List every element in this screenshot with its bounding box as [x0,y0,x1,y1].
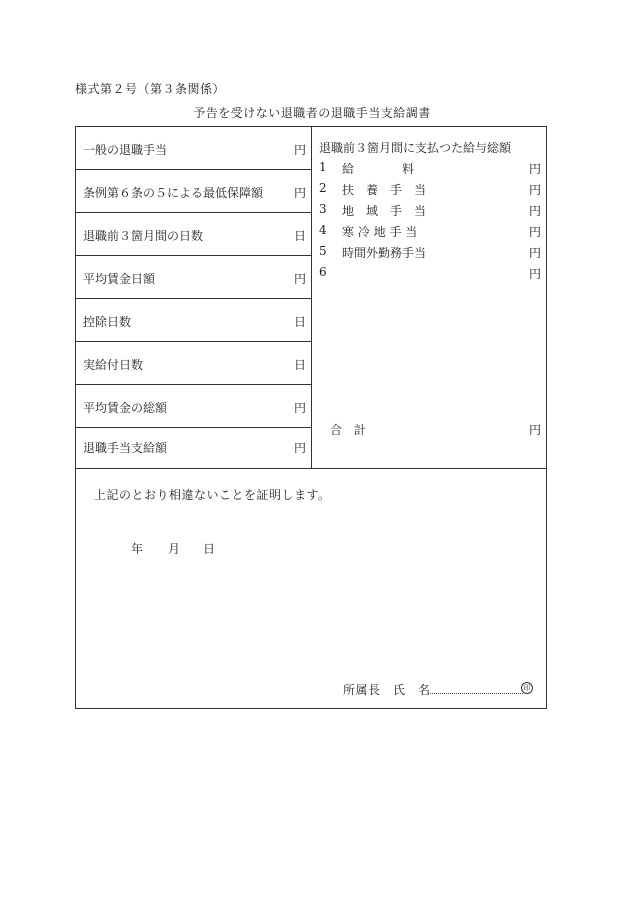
item-unit: 円 [528,204,541,218]
item-label: 寒 冷 地 手 当 [342,225,418,239]
table-row-average-wage-total [76,385,312,428]
item-number: 2 [319,181,327,195]
row-label: 退職手当支給額 [83,441,168,455]
date-day-label: 日 [203,542,216,556]
item-unit: 円 [528,162,541,176]
row-label: 実給付日数 [83,358,144,372]
item-unit: 円 [528,267,541,281]
form-number: 様式第２号（第３条関係） [75,82,226,96]
total-unit: 円 [528,423,541,437]
row-label: 一般の退職手当 [83,143,168,157]
row-unit: 日 [293,229,306,243]
salary-total-heading: 退職前３箇月間に支払つた給与総額 [319,141,512,155]
row-unit: 円 [293,441,306,455]
right-column-salary-breakdown [312,127,548,468]
row-unit: 日 [293,315,306,329]
item-unit: 円 [528,225,541,239]
row-label: 退職前３箇月間の日数 [83,229,204,243]
table-row-general-allowance [76,127,312,170]
item-number: 6 [319,265,327,279]
table-row-deduction-days [76,299,312,342]
date-month-label: 月 [168,542,181,556]
total-label: 合 計 [330,423,367,437]
row-label: 平均賃金の総額 [83,401,168,415]
row-unit: 円 [293,272,306,286]
signature-line [343,681,533,699]
item-unit: 円 [528,246,541,260]
list-item-salary [319,160,541,176]
item-number: 1 [319,160,327,174]
section-divider [76,468,546,469]
list-item-other [319,265,541,281]
seal-icon: 印 [521,682,533,694]
row-label: 控除日数 [83,315,132,329]
item-label: 地 域 手 当 [342,204,427,218]
date-year-label: 年 [131,542,144,556]
row-unit: 円 [293,143,306,157]
item-unit: 円 [528,183,541,197]
signature-label: 所属長 氏 名 [343,683,431,697]
table-row-average-daily-wage [76,256,312,299]
signature-field[interactable] [428,693,523,694]
left-column [76,127,312,468]
list-item-overtime-allowance [319,244,541,260]
item-label: 給 料 [342,162,415,176]
document-title: 予告を受けない退職者の退職手当支給調書 [193,106,431,120]
row-unit: 日 [293,358,306,372]
certification-statement: 上記のとおり相違ないことを証明します。 [94,488,331,502]
row-label: 条例第６条の５による最低保障額 [83,186,264,200]
list-item-regional-allowance [319,202,541,218]
list-item-dependent-allowance [319,181,541,197]
table-row-actual-benefit-days [76,342,312,385]
row-unit: 円 [293,186,306,200]
item-number: 5 [319,244,327,258]
table-row-minimum-guarantee [76,170,312,213]
item-label: 扶 養 手 当 [342,183,427,197]
list-item-cold-region-allowance [319,223,541,239]
row-unit: 円 [293,401,306,415]
row-label: 平均賃金日額 [83,272,156,286]
item-label: 時間外勤務手当 [342,246,427,260]
table-row-payment-amount [76,425,312,468]
item-number: 3 [319,202,327,216]
table-row-days-three-months [76,213,312,256]
form-table [75,126,547,709]
item-number: 4 [319,223,327,237]
